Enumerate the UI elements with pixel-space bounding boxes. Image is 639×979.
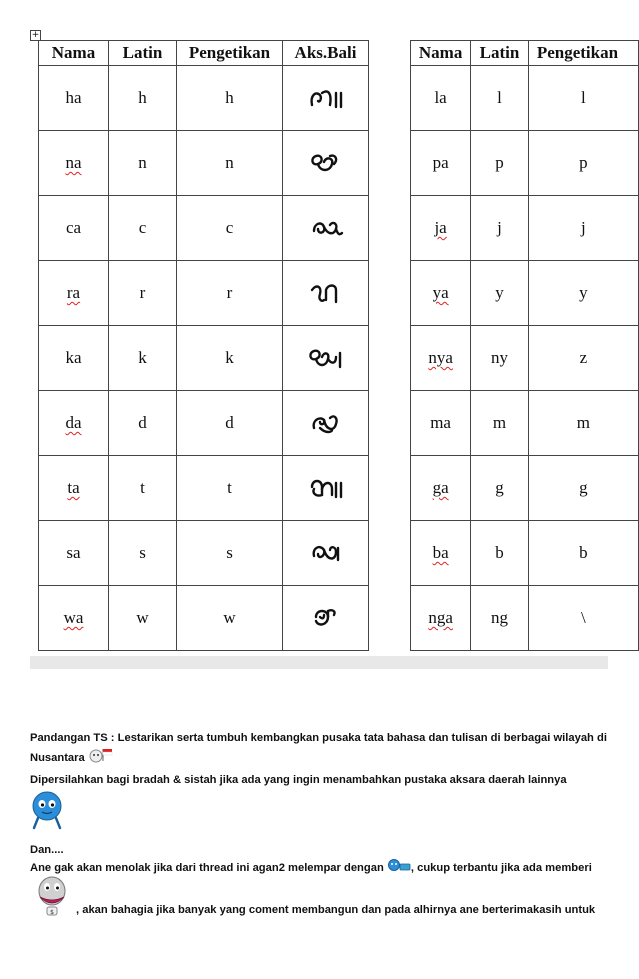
pandangan-text: Pandangan TS : Lestarikan serta tumbuh kembangkan pusaka tata bahasa dan tulisan di berbagai wilayah di Nusantara [30,732,607,764]
table-row [411,586,639,651]
cell-aks-bali [283,586,369,651]
cell-pengetikan: z [528,326,638,391]
cell-pengetikan: b [528,521,638,586]
ane-gak-text: Ane gak akan menolak jika dari thread ini agan2 melempar dengan [30,861,384,874]
header-nama: Nama [411,41,471,66]
cell-nama: nya [428,348,453,367]
cell-nama: pa [411,131,471,196]
cell-nama: ja [434,218,447,237]
flag-smiley-icon [88,747,114,769]
cell-pengetikan: c [177,196,283,261]
cell-latin: g [471,456,529,521]
da-bali-glyph [306,410,346,436]
table-row [411,131,639,196]
cell-pengetikan: l [528,66,638,131]
cell-nama: ka [39,326,109,391]
table-row [39,326,369,391]
cell-latin: p [471,131,529,196]
svg-text:$: $ [50,909,54,916]
cell-pengetikan: d [177,391,283,456]
ha-bali-glyph [306,85,346,111]
cell-nama: ha [39,66,109,131]
na-bali-glyph [306,150,346,176]
ta-bali-glyph [306,475,346,501]
ra-bali-glyph [306,280,346,306]
cell-latin: y [471,261,529,326]
cell-pengetikan: r [177,261,283,326]
table-row [39,196,369,261]
cell-aks-bali [283,456,369,521]
cell-nama: ta [67,478,80,497]
header-latin: Latin [109,41,177,66]
blue-smiley-icon [30,790,64,835]
cell-latin: d [109,391,177,456]
cell-aks-bali [283,391,369,456]
cell-nama: ba [432,543,449,562]
cell-pengetikan: t [177,456,283,521]
cell-pengetikan: g [528,456,638,521]
table-row [411,391,639,456]
grin-smiley-icon [32,873,72,922]
cell-latin: r [109,261,177,326]
cell-nama: da [65,413,82,432]
cukup-text: , cukup terbantu jika ada memberi [410,861,592,874]
cell-latin: n [109,131,177,196]
cell-latin: c [109,196,177,261]
ane-gak-paragraph [30,858,620,878]
header-pengetikan: Pengetikan [177,41,283,66]
table-row [39,521,369,586]
ca-bali-glyph [306,215,346,241]
header-aks-bali: Aks.Bali [283,41,369,66]
table-row [39,131,369,196]
table-move-handle-icon[interactable]: + [31,30,40,40]
header-nama: Nama [39,41,109,66]
cell-latin: l [471,66,529,131]
cell-nama: wa [63,608,84,627]
akan-bahagia-paragraph: , akan bahagia jika banyak yang coment membangun dan pada alhirnya ane berterimakasih untuk [76,904,596,916]
cell-nama: la [411,66,471,131]
table-row [411,456,639,521]
table-header-row [411,41,639,66]
aksara-table-left [38,40,369,651]
pandangan-paragraph [30,730,620,769]
cell-pengetikan: w [177,586,283,651]
ka-bali-glyph [306,345,346,371]
cell-latin: s [109,521,177,586]
cell-aks-bali [283,521,369,586]
aksara-table-right [410,40,639,651]
sa-bali-glyph [306,540,346,566]
cell-latin: w [109,586,177,651]
cell-pengetikan: m [528,391,638,456]
wa-bali-glyph [306,605,346,631]
table-row [411,261,639,326]
cell-nama: ya [432,283,449,302]
cell-aks-bali [283,66,369,131]
cell-aks-bali [283,326,369,391]
cell-aks-bali [283,261,369,326]
table-row [411,196,639,261]
table-row [411,521,639,586]
cell-pengetikan: s [177,521,283,586]
cell-nama: ma [411,391,471,456]
cell-aks-bali [283,131,369,196]
cell-latin: ny [471,326,529,391]
cell-latin: t [109,456,177,521]
table-row [39,586,369,651]
divider-bar [30,656,608,669]
header-latin: Latin [471,41,529,66]
table-row [411,66,639,131]
dan-paragraph: Dan.... [30,844,64,856]
header-pengetikan: Pengetikan [528,41,638,66]
cell-pengetikan: p [528,131,638,196]
dipersilahkan-paragraph: Dipersilahkan bagi bradah & sistah jika ada yang ingin menambahkan pustaka aksara daerah lainnya [30,774,567,786]
cell-pengetikan: y [528,261,638,326]
cell-nama: ca [39,196,109,261]
cell-latin: j [471,196,529,261]
cell-pengetikan: n [177,131,283,196]
cell-latin: ng [471,586,529,651]
cell-nama: nga [428,608,453,627]
table-header-row [39,41,369,66]
table-row [411,326,639,391]
cell-nama: ra [66,283,81,302]
cell-pengetikan: k [177,326,283,391]
cell-latin: h [109,66,177,131]
cell-latin: k [109,326,177,391]
table-row [39,391,369,456]
cell-nama: sa [39,521,109,586]
table-row [39,261,369,326]
table-row [39,456,369,521]
cell-pengetikan: \ [528,586,638,651]
cell-pengetikan: j [528,196,638,261]
cell-latin: m [471,391,529,456]
cell-aks-bali [283,196,369,261]
cell-latin: b [471,521,529,586]
brick-smiley-icon [387,858,411,878]
cell-nama: na [65,153,82,172]
table-row [39,66,369,131]
cell-pengetikan: h [177,66,283,131]
cell-nama: ga [432,478,449,497]
